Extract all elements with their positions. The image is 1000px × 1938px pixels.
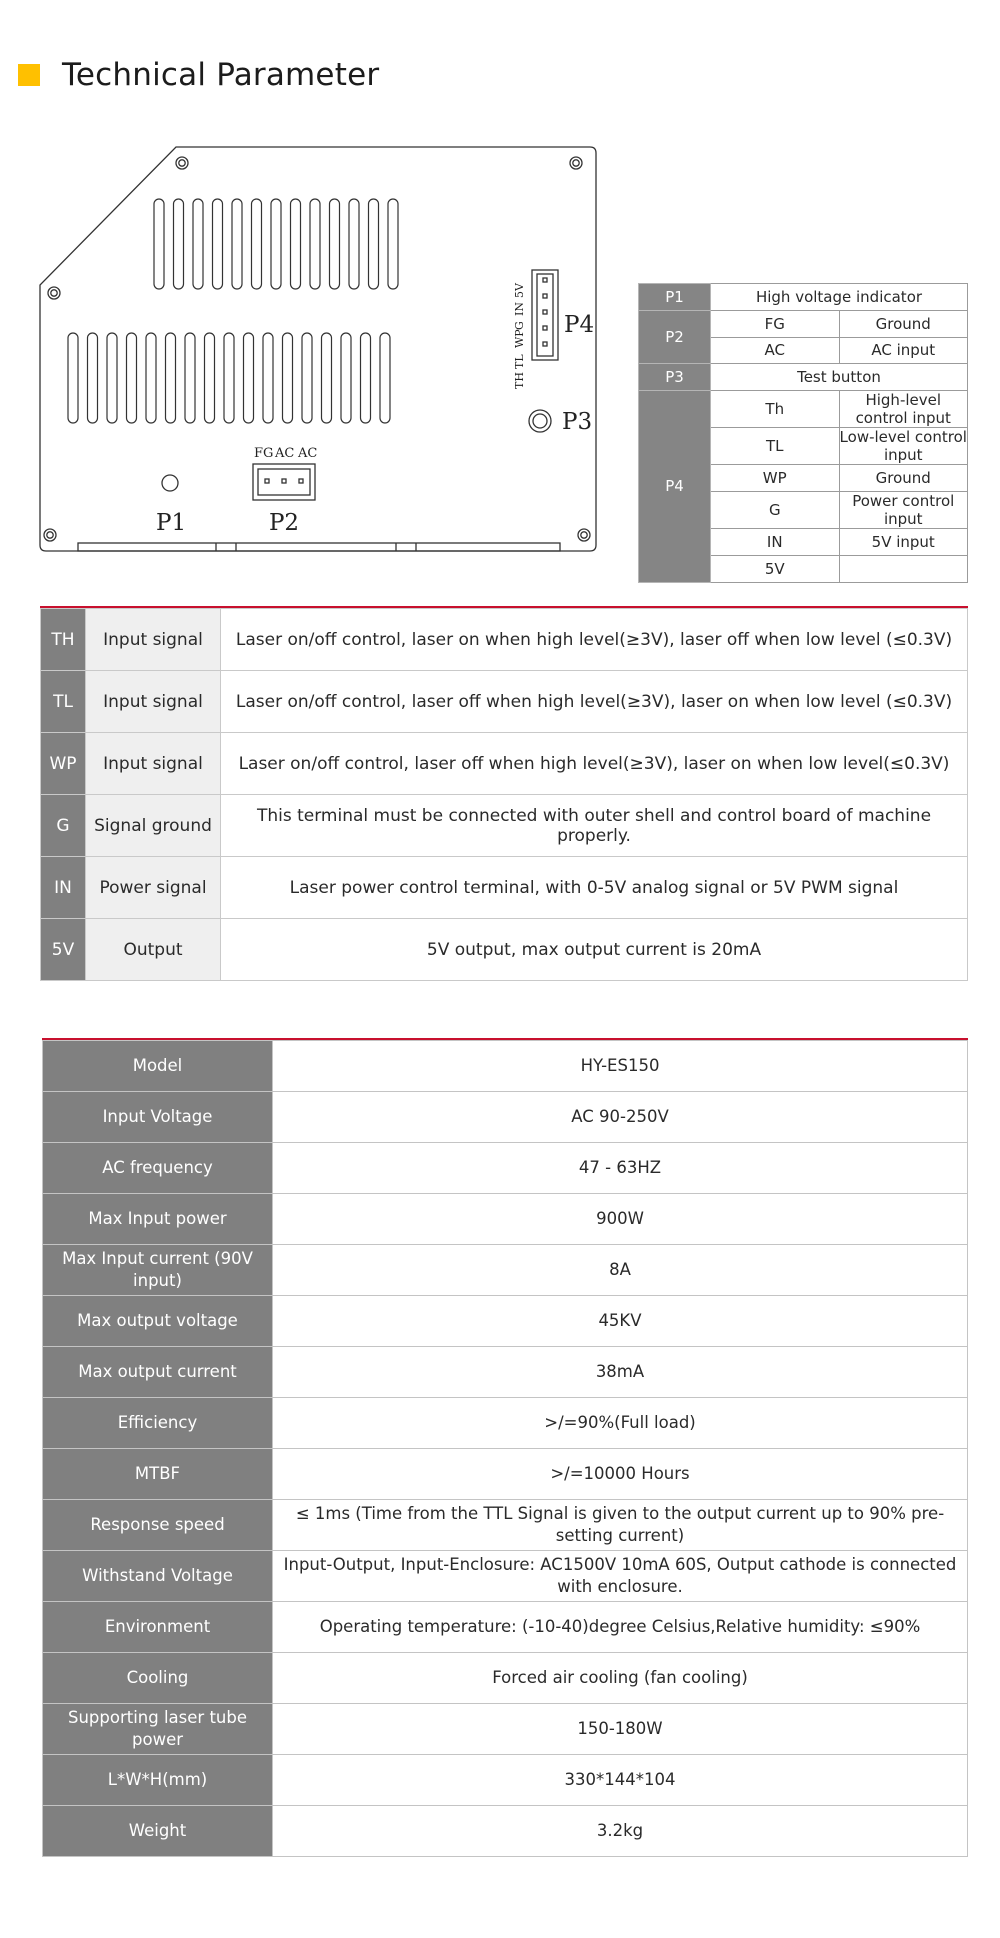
p4-connector-icon — [532, 270, 558, 360]
table-row — [639, 364, 968, 391]
pin-legend-table — [638, 283, 968, 583]
p4-label: P4 — [564, 312, 595, 338]
spec-value: 900W — [273, 1194, 968, 1245]
vent-slot — [310, 199, 320, 289]
mounting-hole-icon — [44, 529, 56, 541]
spec-value: 8A — [273, 1245, 968, 1296]
spec-value: HY-ES150 — [273, 1041, 968, 1092]
signal-key: TH — [41, 609, 86, 671]
vent-slot — [244, 333, 254, 423]
vent-slot — [302, 333, 312, 423]
table-row — [43, 1041, 968, 1092]
vent-slot — [369, 199, 379, 289]
signal-type: Input signal — [86, 671, 221, 733]
spec-value: ≤ 1ms (Time from the TTL Signal is given to the output current up to 90% pre-setting current) — [273, 1500, 968, 1551]
table-row — [43, 1194, 968, 1245]
spec-value: 38mA — [273, 1347, 968, 1398]
vent-slot — [127, 333, 137, 423]
spec-table — [42, 1040, 968, 1857]
pin-sub: FG — [711, 310, 840, 337]
spec-label: Model — [43, 1041, 273, 1092]
spec-label: Max Input power — [43, 1194, 273, 1245]
vent-slots — [68, 199, 398, 423]
vent-slot — [154, 199, 164, 289]
vent-slot — [361, 333, 371, 423]
p4-pin-label: IN — [513, 302, 526, 316]
spec-label: Withstand Voltage — [43, 1551, 273, 1602]
table-row — [43, 1551, 968, 1602]
pin-sub: G — [711, 491, 840, 528]
spec-label: MTBF — [43, 1449, 273, 1500]
pin-sub: Th — [711, 391, 840, 428]
table-row — [41, 795, 968, 857]
spec-value: 45KV — [273, 1296, 968, 1347]
mounting-hole-icon — [176, 157, 188, 169]
vent-slot — [213, 199, 223, 289]
vent-slot — [146, 333, 156, 423]
p3-test-button-icon — [529, 410, 551, 432]
vent-slot — [380, 333, 390, 423]
spec-label: Max Input current (90V input) — [43, 1245, 273, 1296]
spec-label: Weight — [43, 1806, 273, 1857]
table-row — [43, 1704, 968, 1755]
table-row — [41, 733, 968, 795]
signal-description: 5V output, max output current is 20mA — [221, 919, 968, 981]
spec-label: L*W*H(mm) — [43, 1755, 273, 1806]
signal-description: Laser on/off control, laser on when high level(≥3V), laser off when low level (≤0.3V) — [221, 609, 968, 671]
spec-label: Supporting laser tube power — [43, 1704, 273, 1755]
vent-slot — [341, 333, 351, 423]
page-title: Technical Parameter — [62, 57, 380, 93]
pin-id: P2 — [639, 310, 711, 364]
signal-type: Power signal — [86, 857, 221, 919]
vent-slot — [291, 199, 301, 289]
signal-key: 5V — [41, 919, 86, 981]
pin-id: P1 — [639, 284, 711, 311]
board-outline — [40, 147, 596, 551]
p2-pin-label: AC — [298, 446, 318, 461]
vent-slot — [224, 333, 234, 423]
signal-type: Signal ground — [86, 795, 221, 857]
signal-key: TL — [41, 671, 86, 733]
spec-label: AC frequency — [43, 1143, 273, 1194]
base-strip — [78, 543, 560, 551]
signal-key: IN — [41, 857, 86, 919]
mounting-hole-icon — [48, 287, 60, 299]
signal-type: Input signal — [86, 609, 221, 671]
p2-label: P2 — [268, 510, 300, 536]
p1-indicator-icon — [162, 475, 178, 491]
p1-label: P1 — [156, 510, 187, 536]
pin-description: AC input — [839, 337, 968, 364]
pin-description: Ground — [839, 310, 968, 337]
vent-slot — [263, 333, 273, 423]
vent-slot — [271, 199, 281, 289]
p2-pin-label: AC — [275, 446, 295, 461]
vent-slot — [349, 199, 359, 289]
spec-label: Cooling — [43, 1653, 273, 1704]
p4-pin-label: 5V — [513, 283, 526, 298]
vent-slot — [193, 199, 203, 289]
spec-label: Input Voltage — [43, 1092, 273, 1143]
table-row — [41, 671, 968, 733]
vent-slot — [283, 333, 293, 423]
table-row — [43, 1500, 968, 1551]
pin-description: Test button — [711, 364, 968, 391]
vent-slot — [322, 333, 332, 423]
table-row — [41, 919, 968, 981]
p2-connector-icon — [253, 464, 315, 500]
pin-sub: 5V — [711, 555, 840, 582]
signal-type: Output — [86, 919, 221, 981]
p4-pin-label: G — [513, 321, 526, 330]
p4-pin-label: TH — [513, 372, 526, 389]
vent-slot — [174, 199, 184, 289]
pin-description — [839, 555, 968, 582]
mounting-hole-icon — [578, 529, 590, 541]
pin-description: High-level control input — [839, 391, 968, 428]
vent-slot — [68, 333, 78, 423]
signal-description: This terminal must be connected with outer shell and control board of machine properly. — [221, 795, 968, 857]
table-row — [43, 1245, 968, 1296]
pin-sub: WP — [711, 465, 840, 492]
spec-label: Response speed — [43, 1500, 273, 1551]
vent-slot — [185, 333, 195, 423]
spec-label: Max output voltage — [43, 1296, 273, 1347]
pin-sub: AC — [711, 337, 840, 364]
p3-label: P3 — [562, 409, 593, 435]
table-row — [41, 609, 968, 671]
table-row — [43, 1143, 968, 1194]
spec-label: Efficiency — [43, 1398, 273, 1449]
table-row — [43, 1347, 968, 1398]
table-row — [43, 1806, 968, 1857]
spec-value: 330*144*104 — [273, 1755, 968, 1806]
table-row — [639, 310, 968, 337]
table-row — [639, 284, 968, 311]
table-row — [43, 1755, 968, 1806]
pin-description: Ground — [839, 465, 968, 492]
table-row — [43, 1449, 968, 1500]
signal-key: WP — [41, 733, 86, 795]
signal-description: Laser on/off control, laser off when high level(≥3V), laser on when low level (≤0.3V) — [221, 671, 968, 733]
spec-value: Input-Output, Input-Enclosure: AC1500V 10mA 60S, Output cathode is connected with enclosure. — [273, 1551, 968, 1602]
table-row — [639, 391, 968, 428]
vent-slot — [388, 199, 398, 289]
table-row — [43, 1653, 968, 1704]
vent-slot — [252, 199, 262, 289]
signal-type: Input signal — [86, 733, 221, 795]
vent-slot — [330, 199, 340, 289]
vent-slot — [232, 199, 242, 289]
spec-label: Max output current — [43, 1347, 273, 1398]
spec-value: Operating temperature: (-10-40)degree Celsius,Relative humidity: ≤90% — [273, 1602, 968, 1653]
signal-description: Laser power control terminal, with 0-5V analog signal or 5V PWM signal — [221, 857, 968, 919]
table-row — [43, 1296, 968, 1347]
pin-description: High voltage indicator — [711, 284, 968, 311]
vent-slot — [107, 333, 117, 423]
spec-value: Forced air cooling (fan cooling) — [273, 1653, 968, 1704]
spec-label: Environment — [43, 1602, 273, 1653]
pin-description: Power control input — [839, 491, 968, 528]
table-row — [41, 857, 968, 919]
pin-description: 5V input — [839, 528, 968, 555]
spec-value: >/=10000 Hours — [273, 1449, 968, 1500]
spec-value: 3.2kg — [273, 1806, 968, 1857]
pin-id: P3 — [639, 364, 711, 391]
table-row — [43, 1092, 968, 1143]
spec-value: 47 - 63HZ — [273, 1143, 968, 1194]
pin-description: Low-level control input — [839, 428, 967, 465]
pin-sub: TL — [711, 428, 840, 465]
vent-slot — [166, 333, 176, 423]
table-row — [43, 1602, 968, 1653]
signal-description: Laser on/off control, laser off when high level(≥3V), laser on when low level(≤0.3V) — [221, 733, 968, 795]
title-square-icon — [18, 64, 40, 86]
table-row — [43, 1398, 968, 1449]
spec-value: 150-180W — [273, 1704, 968, 1755]
vent-slot — [205, 333, 215, 423]
vent-slot — [88, 333, 98, 423]
p4-pin-label: WP — [513, 329, 526, 348]
mounting-hole-icon — [570, 157, 582, 169]
signal-key: G — [41, 795, 86, 857]
spec-value: AC 90-250V — [273, 1092, 968, 1143]
section-header — [18, 50, 379, 100]
pin-sub: IN — [711, 528, 840, 555]
signal-table — [40, 608, 968, 981]
board-diagram — [36, 143, 600, 555]
p2-pin-label: FG — [254, 446, 274, 461]
pin-id: P4 — [639, 391, 711, 582]
p4-pin-label: TL — [513, 354, 526, 369]
spec-value: >/=90%(Full load) — [273, 1398, 968, 1449]
